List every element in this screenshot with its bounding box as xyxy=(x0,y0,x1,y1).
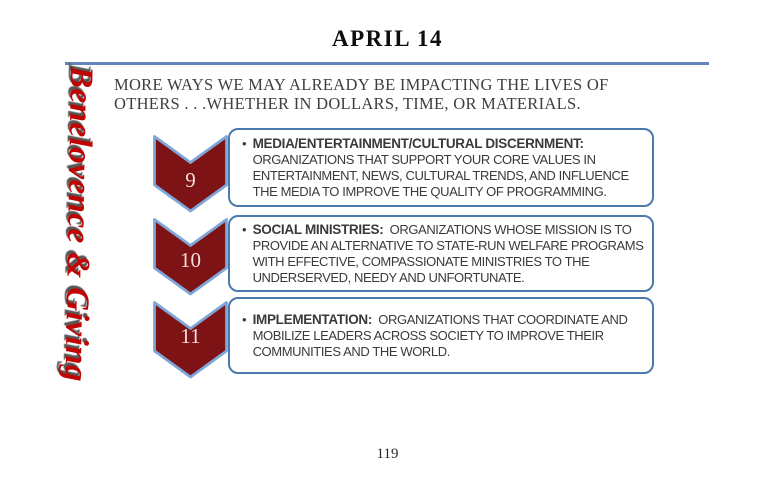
heading-line-1: MORE WAYS WE MAY ALREADY BE IMPACTING THE LIVES OF xyxy=(114,75,609,94)
item-body: ORGANIZATIONS THAT SUPPORT YOUR CORE VALUES IN ENTERTAINMENT, NEWS, CULTURAL TRENDS, AND INFLUENCE THE MEDIA TO IMPROVE THE QUALITY OF PROGRAMMING. xyxy=(252,151,629,199)
item-header: SOCIAL MINISTRIES: xyxy=(252,221,384,237)
bullet-icon: • xyxy=(242,221,247,237)
chevron-number: 10 xyxy=(180,248,201,272)
slide-heading xyxy=(114,76,662,113)
info-box xyxy=(228,215,654,292)
chevron-number: 11 xyxy=(180,324,201,348)
item-header: MEDIA/ENTERTAINMENT/CULTURAL DISCERNMENT: xyxy=(252,135,584,151)
heading-line-2: OTHERS . . .WHETHER IN DOLLARS, TIME, OR MATERIALS. xyxy=(114,93,581,113)
bullet-icon: • xyxy=(242,135,247,151)
item-body: ORGANIZATIONS WHOSE MISSION IS TO PROVIDE AN ALTERNATIVE TO STATE-RUN WELFARE PROGRAMS WITH EFFECTIVE, COMPASSIONATE MINISTRIES TO THE UNDERSERVED, NEEDY AND UNFORTUNATE. xyxy=(252,221,644,285)
info-box xyxy=(228,297,654,374)
page-title: APRIL 14 xyxy=(331,26,444,51)
title-divider-line xyxy=(65,62,709,65)
bullet-icon: • xyxy=(242,311,247,327)
info-box xyxy=(228,128,654,207)
sidebar-vertical-text: Benelovence & Giving xyxy=(57,65,99,383)
item-body: ORGANIZATIONS THAT COORDINATE AND MOBILIZE LEADERS ACROSS SOCIETY TO IMPROVE THEIR COMMUNITIES AND THE WORLD. xyxy=(252,311,628,359)
page-number: 119 xyxy=(376,446,399,462)
item-header: IMPLEMENTATION: xyxy=(252,311,373,327)
chevron-number: 9 xyxy=(185,168,196,192)
